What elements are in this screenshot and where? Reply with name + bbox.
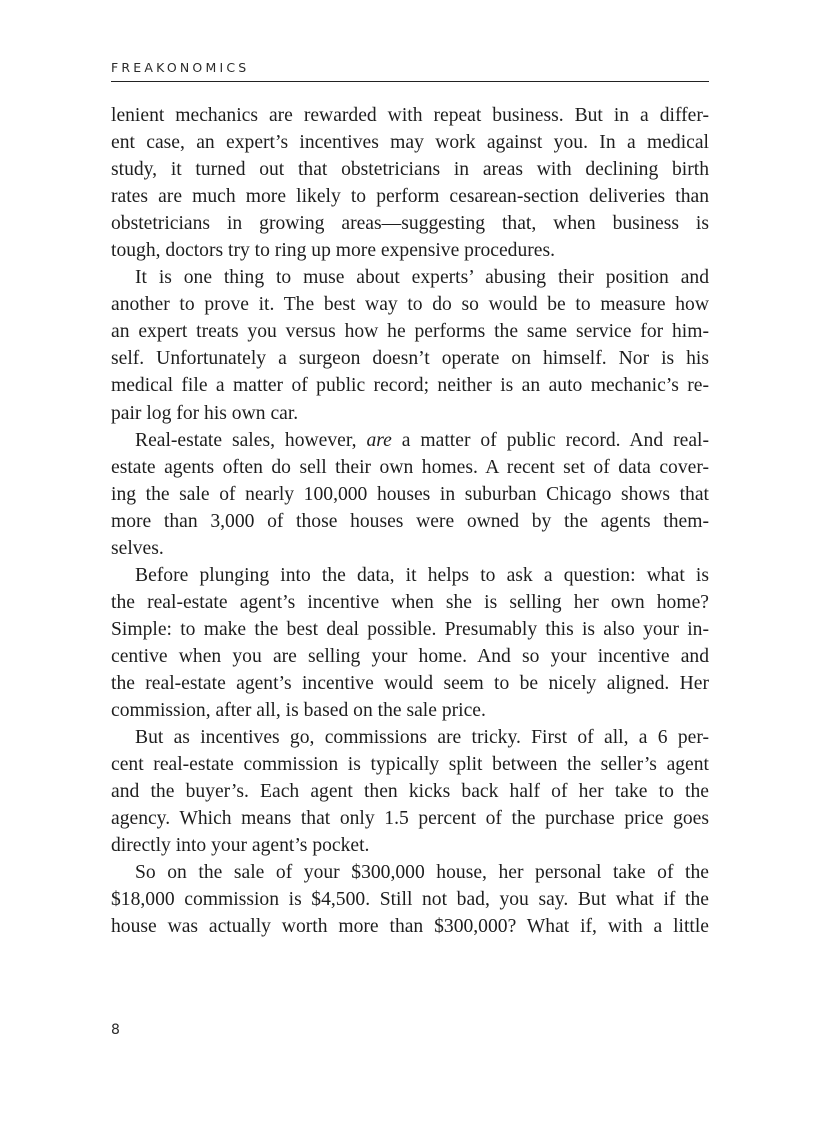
- text-line: and the buyer’s. Each agent then kicks back half of her take to the: [111, 781, 709, 803]
- header-rule: [111, 81, 709, 82]
- text-line: [111, 427, 709, 454]
- running-head: FREAKONOMICS: [111, 60, 250, 75]
- text-line: house was actually worth more than $300,000? What if, with a little: [111, 916, 709, 938]
- text-line: another to prove it. The best way to do so would be to measure how: [111, 294, 709, 316]
- text-line: obstetricians in growing areas—suggesting that, when business is: [111, 213, 709, 235]
- text-line: the real-estate agent’s incentive would seem to be nicely aligned. Her: [111, 672, 709, 694]
- text-line: centive when you are selling your home. And so your incentive and: [111, 645, 709, 667]
- text-run: Real-estate sales, however,: [135, 429, 367, 451]
- text-line: study, it turned out that obstetricians in areas with declining birth: [111, 159, 709, 181]
- text-line: medical file a matter of public record; neither is an auto mechanic’s re-: [111, 375, 709, 397]
- text-line: Simple: to make the best deal possible. Presumably this is also your in-: [111, 618, 709, 640]
- text-line: commission, after all, is based on the sale price.: [111, 700, 486, 722]
- text-line: $18,000 commission is $4,500. Still not bad, you say. But what if the: [111, 889, 709, 911]
- emphasis-text: are: [366, 429, 392, 451]
- text-line: It is one thing to muse about experts’ abusing their position and: [135, 267, 709, 289]
- text-line: So on the sale of your $300,000 house, her personal take of the: [135, 862, 709, 884]
- paragraph-3: [111, 427, 709, 562]
- body-text: [111, 102, 709, 940]
- text-line: rates are much more likely to perform cesarean-section deliveries than: [111, 186, 709, 208]
- text-line: cent real-estate commission is typically split between the seller’s agent: [111, 754, 709, 776]
- text-line: selves.: [111, 537, 164, 559]
- paragraph-6: [111, 859, 709, 940]
- text-line: tough, doctors try to ring up more expensive procedures.: [111, 240, 556, 262]
- text-run: a matter of public record. And real-: [391, 429, 709, 451]
- paragraph-1: [111, 102, 709, 264]
- text-line: agency. Which means that only 1.5 percent of the purchase price goes: [111, 808, 709, 830]
- text-line: lenient mechanics are rewarded with repeat business. But in a differ-: [111, 105, 709, 126]
- text-line: self. Unfortunately a surgeon doesn’t operate on himself. Nor is his: [111, 348, 709, 370]
- text-line: pair log for his own car.: [111, 402, 299, 424]
- text-line: the real-estate agent’s incentive when she is selling her own home?: [111, 591, 709, 613]
- text-line: more than 3,000 of those houses were owned by the agents them-: [111, 510, 709, 532]
- text-line: directly into your agent’s pocket.: [111, 835, 370, 857]
- paragraph-2: [111, 264, 709, 426]
- paragraph-5: [111, 724, 709, 859]
- text-line: But as incentives go, commissions are tricky. First of all, a 6 per-: [135, 727, 709, 749]
- page-number: 8: [111, 1022, 120, 1038]
- text-line: ent case, an expert’s incentives may work against you. In a medical: [111, 132, 709, 154]
- text-line: estate agents often do sell their own homes. A recent set of data cover-: [111, 456, 709, 478]
- paragraph-4: [111, 562, 709, 724]
- text-line: an expert treats you versus how he performs the same service for him-: [111, 321, 709, 343]
- text-line: ing the sale of nearly 100,000 houses in suburban Chicago shows that: [111, 483, 709, 505]
- text-line: Before plunging into the data, it helps to ask a question: what is: [135, 564, 709, 586]
